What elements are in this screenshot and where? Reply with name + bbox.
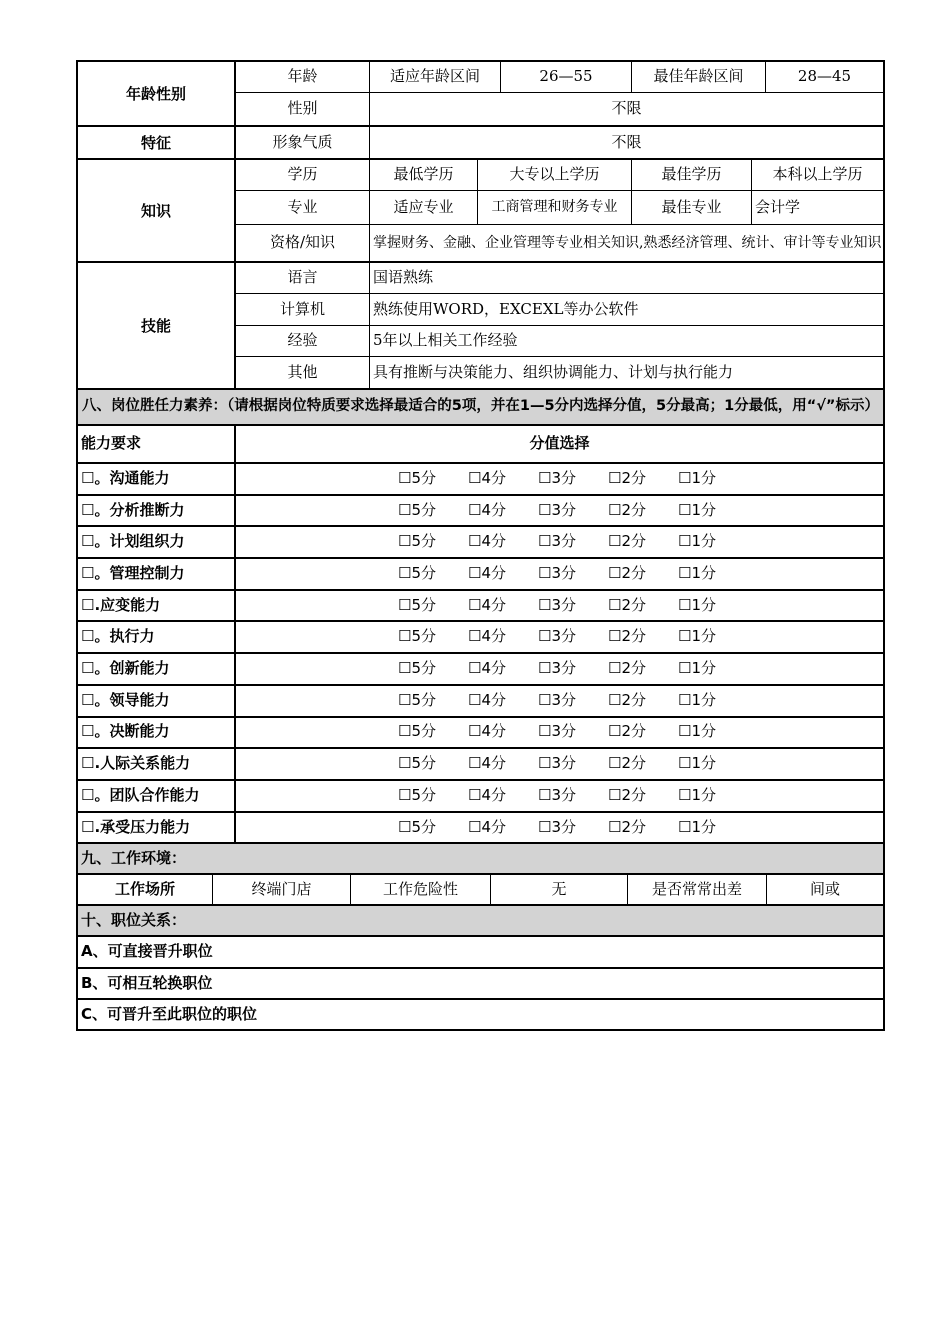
min-education-label: 最低学历 <box>370 160 478 190</box>
score-checkbox-1[interactable]: ☐1分 <box>678 468 716 487</box>
score-options <box>236 496 883 526</box>
score-checkbox-1[interactable]: ☐1分 <box>678 785 716 804</box>
score-checkbox-2[interactable]: ☐2分 <box>608 785 646 804</box>
section9-header <box>78 844 883 875</box>
feature-row <box>236 127 883 158</box>
relation-row-rotate <box>78 969 883 1000</box>
min-education-value: 大专以上学历 <box>478 160 632 190</box>
education-label: 学历 <box>236 160 370 190</box>
knowledge-group <box>78 160 883 263</box>
qualification-label: 资格/知识 <box>236 225 370 261</box>
score-checkbox-1[interactable]: ☐1分 <box>678 500 716 519</box>
score-checkbox-3[interactable]: ☐3分 <box>538 785 576 804</box>
score-checkbox-4[interactable]: ☐4分 <box>468 595 506 614</box>
score-options <box>236 527 883 557</box>
ability-name[interactable]: ☐。管理控制力 <box>78 559 236 589</box>
section8-header <box>78 390 883 426</box>
score-column-header: 分值选择 <box>529 434 590 453</box>
best-major-label: 最佳专业 <box>632 191 752 224</box>
score-checkbox-5[interactable]: ☐5分 <box>398 532 436 551</box>
score-options <box>236 718 883 748</box>
score-checkbox-3[interactable]: ☐3分 <box>538 754 576 773</box>
score-checkbox-2[interactable]: ☐2分 <box>608 564 646 583</box>
score-checkbox-4[interactable]: ☐4分 <box>468 785 506 804</box>
score-checkbox-3[interactable]: ☐3分 <box>538 722 576 741</box>
experience-value: 5年以上相关工作经验 <box>373 331 518 350</box>
education-row <box>236 160 883 191</box>
table-row <box>78 781 883 813</box>
score-checkbox-5[interactable]: ☐5分 <box>398 627 436 646</box>
fit-major-value: 工商管理和财务专业 <box>478 191 632 224</box>
other-value: 具有推断与决策能力、组织协调能力、计划与执行能力 <box>373 362 734 381</box>
skill-row-computer <box>236 294 883 326</box>
skill-row-experience <box>236 326 883 357</box>
score-checkbox-5[interactable]: ☐5分 <box>398 754 436 773</box>
section10-header <box>78 906 883 937</box>
score-checkbox-3[interactable]: ☐3分 <box>538 532 576 551</box>
ability-name[interactable]: ☐。执行力 <box>78 622 236 652</box>
score-checkbox-2[interactable]: ☐2分 <box>608 627 646 646</box>
score-checkbox-1[interactable]: ☐1分 <box>678 627 716 646</box>
skill-row-language <box>236 263 883 294</box>
best-education-value: 本科以上学历 <box>772 165 863 184</box>
score-checkbox-3[interactable]: ☐3分 <box>538 690 576 709</box>
ability-name[interactable]: ☐。团队合作能力 <box>78 781 236 811</box>
score-checkbox-1[interactable]: ☐1分 <box>678 754 716 773</box>
qualification-row <box>236 225 883 261</box>
score-checkbox-1[interactable]: ☐1分 <box>678 722 716 741</box>
best-education-label: 最佳学历 <box>632 160 752 190</box>
score-checkbox-3[interactable]: ☐3分 <box>538 595 576 614</box>
best-major-value: 会计学 <box>755 197 801 216</box>
score-checkbox-2[interactable]: ☐2分 <box>608 468 646 487</box>
direct-promotion-label: A、可直接晋升职位 <box>81 942 213 961</box>
table-row <box>78 591 883 623</box>
score-checkbox-2[interactable]: ☐2分 <box>608 659 646 678</box>
ability-name[interactable]: ☐。创新能力 <box>78 654 236 684</box>
table-row <box>78 718 883 750</box>
table-frame <box>76 60 885 1031</box>
score-checkbox-4[interactable]: ☐4分 <box>468 564 506 583</box>
section9-title: 九、工作环境： <box>81 848 187 867</box>
score-checkbox-4[interactable]: ☐4分 <box>468 500 506 519</box>
section8-title: 八、岗位胜任力素养：（请根据岗位特质要求选择最适合的5项，并在1—5分内选择分值，5分最高；1分最低，用“√”标示） <box>82 398 879 415</box>
gender-value: 不限 <box>611 99 642 118</box>
score-options <box>236 781 883 811</box>
gender-label: 性别 <box>236 93 370 125</box>
score-checkbox-3[interactable]: ☐3分 <box>538 659 576 678</box>
other-label: 其他 <box>236 357 370 388</box>
age-row <box>236 62 883 93</box>
ability-name[interactable]: ☐。沟通能力 <box>78 464 236 494</box>
score-checkbox-3[interactable]: ☐3分 <box>538 817 576 836</box>
score-options <box>236 591 883 621</box>
job-description-table <box>76 60 885 1031</box>
score-checkbox-2[interactable]: ☐2分 <box>608 500 646 519</box>
skills-label: 技能 <box>78 263 236 388</box>
score-checkbox-5[interactable]: ☐5分 <box>398 564 436 583</box>
score-checkbox-4[interactable]: ☐4分 <box>468 722 506 741</box>
score-checkbox-5[interactable]: ☐5分 <box>398 817 436 836</box>
danger-value: 无 <box>491 875 628 904</box>
best-age-label: 最佳年龄区间 <box>632 62 766 92</box>
qualification-value: 掌握财务、金融、企业管理等专业相关知识,熟悉经济管理、统计、审计等专业知识 <box>373 235 882 251</box>
feature-label: 特征 <box>78 127 236 158</box>
score-checkbox-3[interactable]: ☐3分 <box>538 500 576 519</box>
travel-value: 间或 <box>809 879 840 898</box>
relation-row-promote <box>78 937 883 969</box>
travel-label: 是否常常出差 <box>628 875 767 904</box>
age-gender-group <box>78 62 883 127</box>
score-options <box>236 464 883 494</box>
score-checkbox-5[interactable]: ☐5分 <box>398 500 436 519</box>
language-label: 语言 <box>236 263 370 293</box>
table-row <box>78 496 883 528</box>
score-checkbox-1[interactable]: ☐1分 <box>678 817 716 836</box>
major-label: 专业 <box>236 191 370 224</box>
ability-header-row <box>78 426 883 464</box>
score-checkbox-5[interactable]: ☐5分 <box>398 468 436 487</box>
best-age-value: 28—45 <box>797 67 852 86</box>
gender-row <box>236 93 883 125</box>
score-checkbox-2[interactable]: ☐2分 <box>608 817 646 836</box>
rotation-label: B、可相互轮换职位 <box>81 973 213 992</box>
skills-group <box>78 263 883 390</box>
work-environment-row <box>78 875 883 906</box>
feature-group <box>78 127 883 160</box>
score-checkbox-3[interactable]: ☐3分 <box>538 627 576 646</box>
ability-name[interactable]: ☐.承受压力能力 <box>78 813 236 843</box>
ability-name[interactable]: ☐.应变能力 <box>78 591 236 621</box>
table-row <box>78 464 883 496</box>
score-checkbox-1[interactable]: ☐1分 <box>678 690 716 709</box>
ability-name[interactable]: ☐.人际关系能力 <box>78 749 236 779</box>
table-row <box>78 654 883 686</box>
score-options <box>236 622 883 652</box>
score-checkbox-2[interactable]: ☐2分 <box>608 595 646 614</box>
ability-rows <box>78 464 883 844</box>
appearance-label: 形象气质 <box>236 127 370 158</box>
score-checkbox-4[interactable]: ☐4分 <box>468 817 506 836</box>
score-options <box>236 813 883 843</box>
score-checkbox-3[interactable]: ☐3分 <box>538 564 576 583</box>
score-checkbox-4[interactable]: ☐4分 <box>468 690 506 709</box>
score-options <box>236 749 883 779</box>
score-checkbox-5[interactable]: ☐5分 <box>398 690 436 709</box>
score-checkbox-4[interactable]: ☐4分 <box>468 754 506 773</box>
score-checkbox-5[interactable]: ☐5分 <box>398 785 436 804</box>
danger-label: 工作危险性 <box>351 875 491 904</box>
score-checkbox-2[interactable]: ☐2分 <box>608 690 646 709</box>
language-value: 国语熟练 <box>373 268 434 287</box>
score-checkbox-4[interactable]: ☐4分 <box>468 627 506 646</box>
table-row <box>78 686 883 718</box>
score-checkbox-5[interactable]: ☐5分 <box>398 595 436 614</box>
score-checkbox-3[interactable]: ☐3分 <box>538 468 576 487</box>
table-row <box>78 749 883 781</box>
score-checkbox-5[interactable]: ☐5分 <box>398 659 436 678</box>
score-checkbox-1[interactable]: ☐1分 <box>678 659 716 678</box>
ability-column-header: 能力要求 <box>78 426 236 462</box>
score-checkbox-1[interactable]: ☐1分 <box>678 564 716 583</box>
relation-row-source <box>78 1000 883 1031</box>
score-checkbox-1[interactable]: ☐1分 <box>678 532 716 551</box>
section10-title: 十、职位关系： <box>81 910 187 929</box>
table-row <box>78 813 883 845</box>
age-label: 年龄 <box>236 62 370 92</box>
ability-name[interactable]: ☐。领导能力 <box>78 686 236 716</box>
knowledge-label: 知识 <box>78 160 236 261</box>
age-range-value: 26—55 <box>501 62 632 92</box>
source-position-label: C、可晋升至此职位的职位 <box>81 1004 258 1023</box>
work-place-value: 终端门店 <box>213 875 351 904</box>
age-gender-label: 年龄性别 <box>78 62 236 125</box>
table-row <box>78 622 883 654</box>
score-options <box>236 654 883 684</box>
table-row <box>78 559 883 591</box>
ability-name[interactable]: ☐。决断能力 <box>78 718 236 748</box>
score-options <box>236 686 883 716</box>
score-checkbox-2[interactable]: ☐2分 <box>608 532 646 551</box>
experience-label: 经验 <box>236 326 370 356</box>
score-checkbox-4[interactable]: ☐4分 <box>468 659 506 678</box>
table-row <box>78 527 883 559</box>
major-row <box>236 191 883 225</box>
computer-label: 计算机 <box>236 294 370 325</box>
computer-value: 熟练使用WORD，EXCEXL等办公软件 <box>373 299 639 318</box>
appearance-value: 不限 <box>611 132 642 151</box>
ability-name[interactable]: ☐。分析推断力 <box>78 496 236 526</box>
skill-row-other <box>236 357 883 388</box>
score-checkbox-4[interactable]: ☐4分 <box>468 468 506 487</box>
score-checkbox-2[interactable]: ☐2分 <box>608 754 646 773</box>
score-options <box>236 559 883 589</box>
fit-major-label: 适应专业 <box>370 191 478 224</box>
score-checkbox-4[interactable]: ☐4分 <box>468 532 506 551</box>
score-checkbox-1[interactable]: ☐1分 <box>678 595 716 614</box>
ability-name[interactable]: ☐。计划组织力 <box>78 527 236 557</box>
work-place-label: 工作场所 <box>78 875 213 904</box>
score-checkbox-5[interactable]: ☐5分 <box>398 722 436 741</box>
age-range-label: 适应年龄区间 <box>370 62 501 92</box>
score-checkbox-2[interactable]: ☐2分 <box>608 722 646 741</box>
